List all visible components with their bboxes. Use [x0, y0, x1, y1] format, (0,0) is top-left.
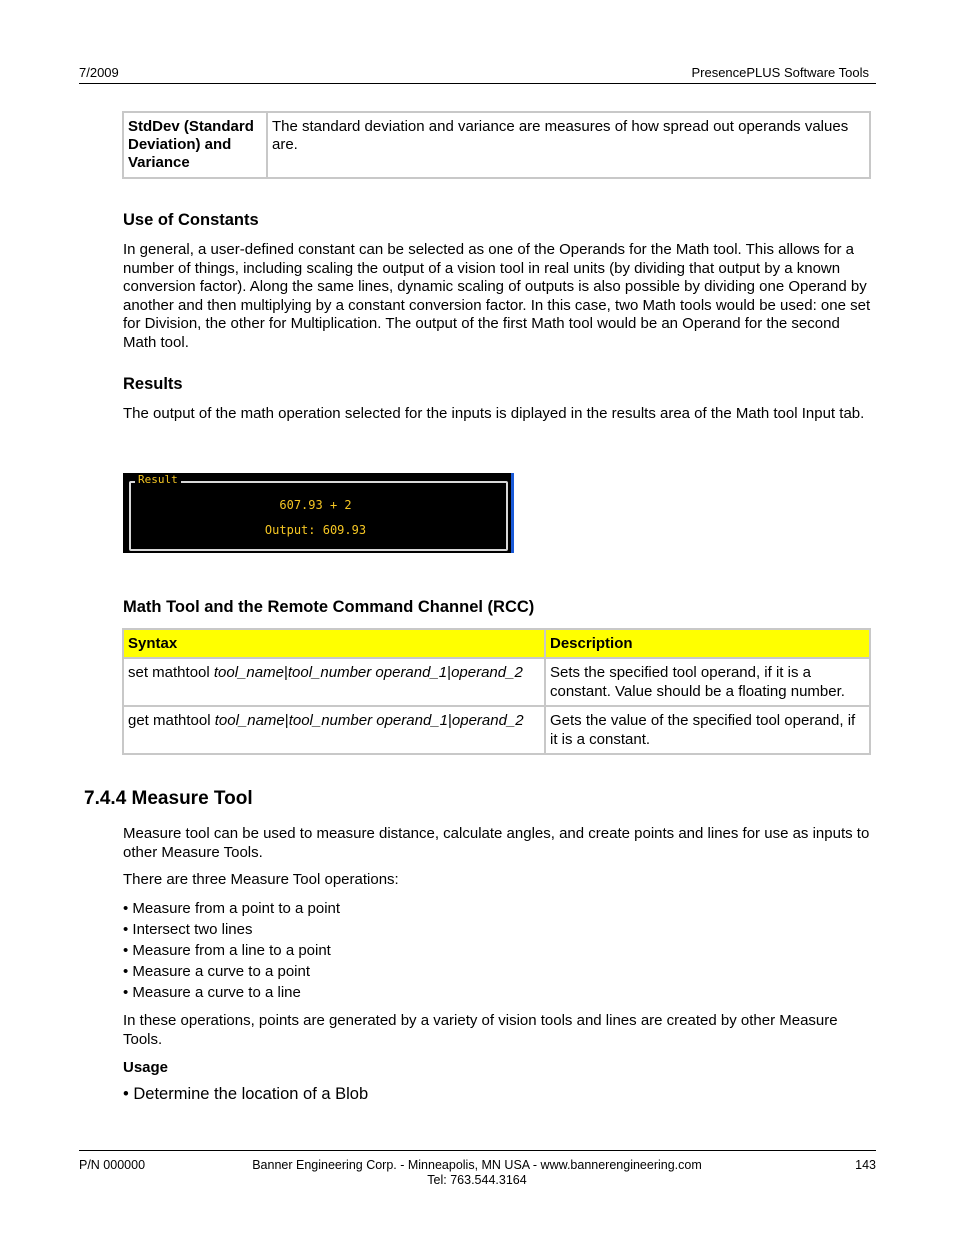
list-item: • Measure a curve to a point: [123, 963, 311, 980]
measure-tool-intro: Measure tool can be used to measure distance, calculate angles, and create points and lines for use as inputs to other Measure Tools.: [123, 825, 870, 861]
operations-note: In these operations, points are generated by a variety of vision tools and lines are created by other Measure Tools.: [123, 1012, 838, 1048]
window-edge: [511, 473, 514, 553]
syntax-param: tool_name: [214, 712, 285, 729]
measure-tool-heading: 7.4.4 Measure Tool: [84, 788, 253, 809]
result-frame: [129, 481, 508, 551]
list-item: • Intersect two lines: [123, 921, 253, 938]
page-number: 143: [855, 1158, 876, 1172]
usage-item: • Determine the location of a Blob: [123, 1085, 369, 1103]
list-item: • Measure from a line to a point: [123, 942, 331, 959]
term-line: Deviation) and: [128, 136, 232, 153]
syntax-separator: |: [447, 712, 452, 729]
operations-list: [123, 898, 340, 1003]
header-date: 7/2009: [79, 65, 119, 80]
result-legend: Result: [135, 473, 181, 487]
footer-phone: Tel: 763.544.3164: [427, 1173, 527, 1187]
table-header-row: [123, 629, 870, 658]
use-of-constants-paragraph: In general, a user-defined constant can be selected as one of the Operands for the Math tool. This allows for a number of things, including scaling the output of a vision tool in real units (by dividing that output by a known conversion factor). Along the same lines, dynamic scaling of outputs is also possible by dividing one Operand by another and then multiplying by a constant conversion factor. In this case, two Math tools would be used: one set for Division, the other for Multiplication. The output of the first Math tool would be an Operand for the second Math tool.: [123, 241, 871, 351]
stddev-table: [122, 111, 871, 179]
results-heading: Results: [123, 375, 183, 393]
result-screenshot: [123, 473, 514, 553]
syntax-separator: |: [283, 664, 288, 681]
footer-company: Banner Engineering Corp. - Minneapolis, MN USA - www.bannerengineering.com: [252, 1158, 702, 1172]
table-row: [123, 658, 870, 706]
term-line: Variance: [128, 154, 190, 171]
operations-intro: There are three Measure Tool operations:: [123, 871, 399, 888]
result-expression: 607.93 + 2: [279, 498, 352, 512]
syntax-param: operand_2: [451, 664, 523, 681]
syntax-cell: [123, 706, 545, 754]
list-item: • Measure from a point to a point: [123, 900, 341, 917]
term-cell: [123, 112, 267, 178]
footer-rule: [79, 1150, 876, 1151]
description-cell: The standard deviation and variance are measures of how spread out operands values are.: [267, 112, 870, 178]
results-paragraph: The output of the math operation selected for the inputs is diplayed in the results area of the Math tool Input tab.: [123, 405, 865, 422]
rcc-heading: Math Tool and the Remote Command Channel (RCC): [123, 598, 535, 616]
syntax-command: set mathtool: [128, 664, 214, 681]
column-header-description: Description: [545, 629, 870, 658]
term-line: StdDev (Standard: [128, 118, 254, 135]
column-header-syntax: Syntax: [123, 629, 545, 658]
list-item: • Measure a curve to a line: [123, 984, 301, 1001]
syntax-command: get mathtool: [128, 712, 215, 729]
syntax-separator: |: [447, 664, 452, 681]
header-rule: [79, 83, 876, 84]
table-row: [123, 112, 870, 178]
table-row: [123, 706, 870, 754]
syntax-param: operand_2: [451, 712, 524, 729]
rcc-table: [122, 628, 871, 755]
syntax-param: tool_name: [213, 664, 284, 681]
result-output: Output: 609.93: [264, 523, 367, 537]
syntax-param: tool_number operand_1: [287, 664, 448, 681]
usage-heading: Usage: [123, 1059, 169, 1076]
syntax-cell: [123, 658, 545, 706]
use-of-constants-heading: Use of Constants: [123, 211, 259, 229]
syntax-separator: |: [284, 712, 289, 729]
header-section-title: PresencePLUS Software Tools: [691, 65, 869, 80]
syntax-param: tool_number operand_1: [288, 712, 448, 729]
description-cell: Sets the specified tool operand, if it is a constant. Value should be a floating number.: [545, 658, 870, 706]
footer-part-number: P/N 000000: [79, 1158, 146, 1172]
description-cell: Gets the value of the specified tool operand, if it is a constant.: [545, 706, 870, 754]
